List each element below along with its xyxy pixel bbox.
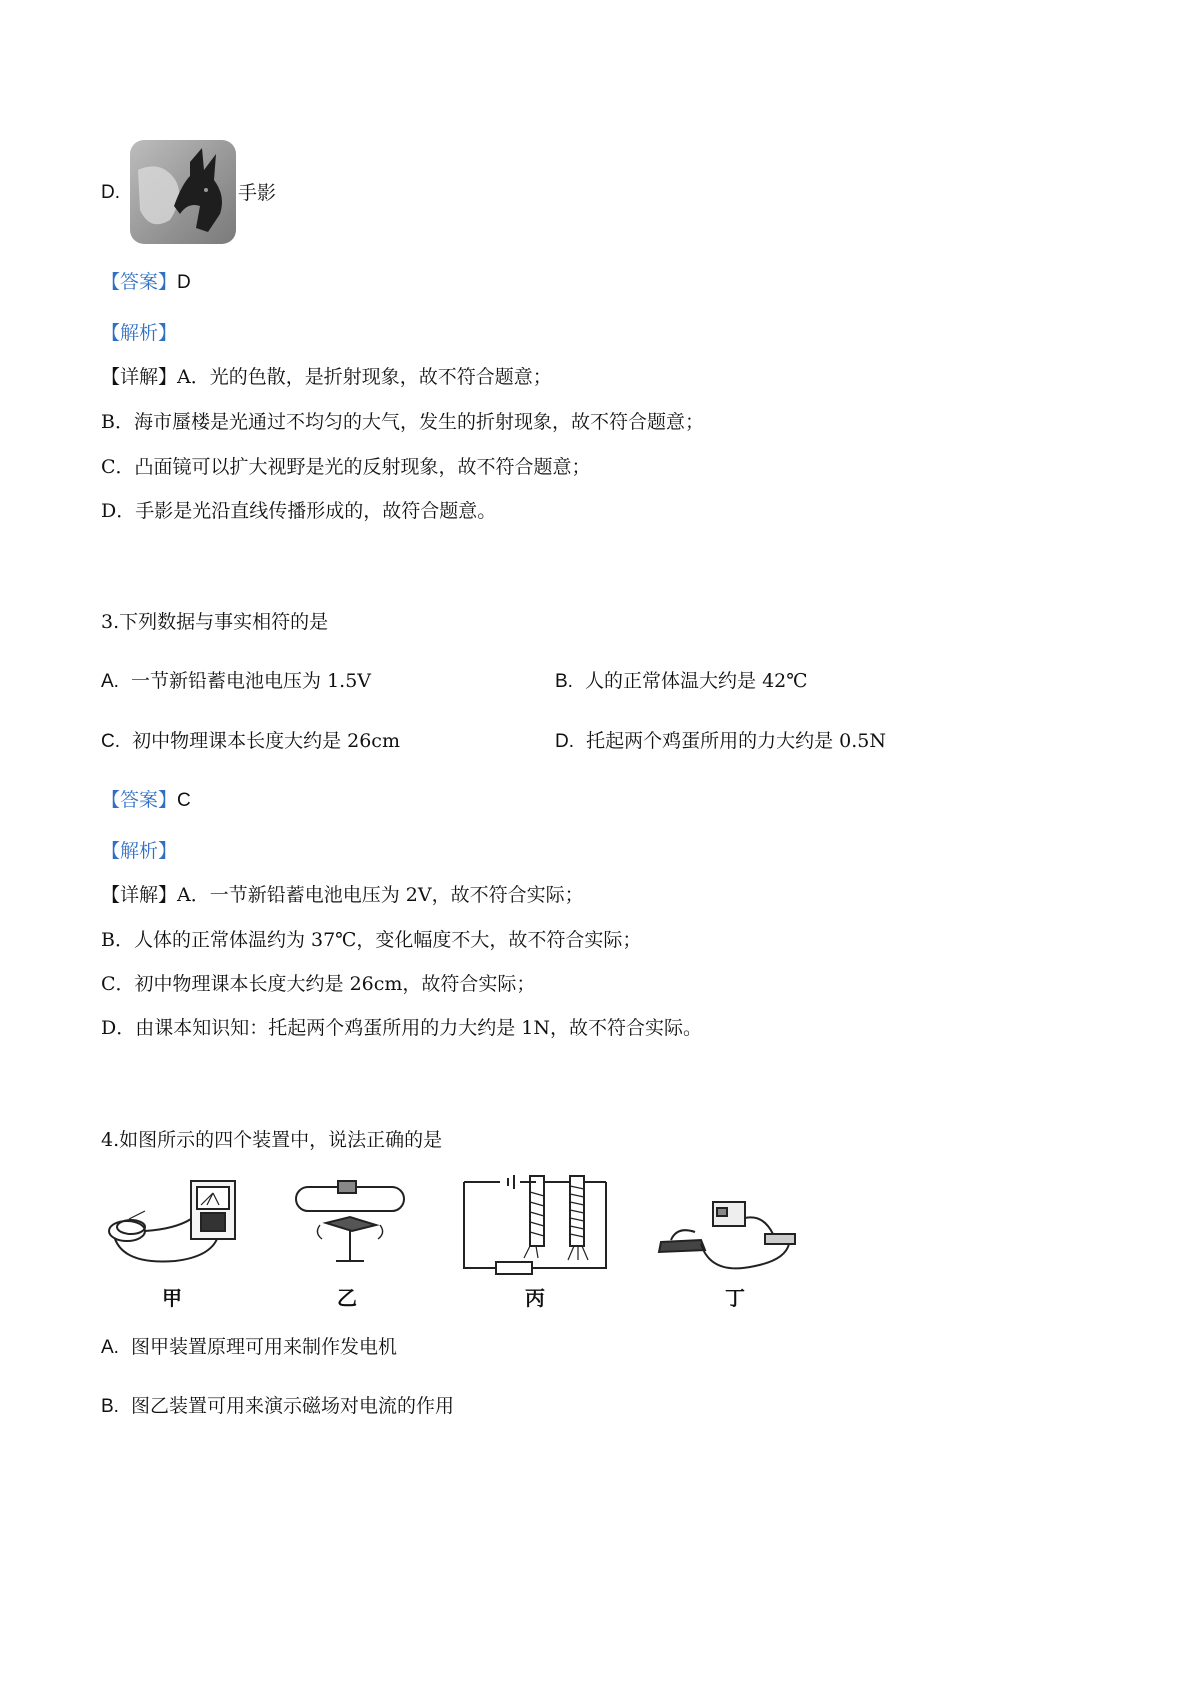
q3-detail-line: B．人体的正常体温约为 37℃，变化幅度不大，故不符合实际； (101, 929, 642, 951)
q3-detail-line: 【详解】A．一节新铅蓄电池电压为 2V，故不符合实际； (101, 884, 584, 906)
figure-label-ding: 丁 (725, 1286, 745, 1310)
q2-answer (101, 270, 191, 295)
figure-bing-electromagnets (460, 1172, 610, 1276)
answer-value: D (177, 272, 191, 293)
q3-option-d: D. 托起两个鸡蛋所用的力大约是 0.5N (555, 730, 886, 752)
q3-answer (101, 788, 191, 813)
q3-option-a: A. 一节新铅蓄电池电压为 1.5V (101, 670, 372, 692)
q2-detail-line: B．海市蜃楼是光通过不均匀的大气，发生的折射现象，故不符合题意； (101, 411, 704, 433)
option-d-text: 手影 (238, 182, 277, 204)
q4-option-b: B. 图乙装置可用来演示磁场对电流的作用 (101, 1395, 455, 1417)
answer-tag: 【答案】 (101, 789, 178, 811)
q2-analysis-tag: 【解析】 (101, 322, 178, 344)
q3-detail-line: D．由课本知识知：托起两个鸡蛋所用的力大约是 1N，故不符合实际。 (101, 1017, 702, 1039)
figure-jia-galvanometer (105, 1175, 245, 1275)
q4-stem: 4.如图所示的四个装置中，说法正确的是 (101, 1129, 443, 1151)
answer-value: C (177, 790, 191, 811)
answer-tag: 【答案】 (101, 271, 178, 293)
q2-detail-line: D．手影是光沿直线传播形成的，故符合题意。 (101, 500, 497, 522)
q3-analysis-tag: 【解析】 (101, 840, 178, 862)
figure-yi-oersted (290, 1175, 410, 1275)
q2-detail-line: 【详解】A．光的色散，是折射现象，故不符合题意； (101, 366, 552, 388)
q3-option-c: C. 初中物理课本长度大约是 26cm (101, 730, 400, 752)
q2-detail-line: C．凸面镜可以扩大视野是光的反射现象，故不符合题意； (101, 456, 591, 478)
q3-option-b: B. 人的正常体温大约是 42℃ (555, 670, 808, 692)
figure-label-bing: 丙 (525, 1286, 545, 1310)
option-d-letter: D. (101, 182, 120, 203)
q3-detail-line: C．初中物理课本长度大约是 26cm，故符合实际； (101, 973, 536, 995)
q3-stem: 3.下列数据与事实相符的是 (101, 611, 329, 633)
figure-ding-iron (655, 1190, 805, 1280)
figure-label-jia: 甲 (162, 1286, 182, 1310)
hand-shadow-image (130, 140, 236, 244)
q4-option-a: A. 图甲装置原理可用来制作发电机 (101, 1336, 398, 1358)
figure-label-yi: 乙 (337, 1286, 357, 1310)
